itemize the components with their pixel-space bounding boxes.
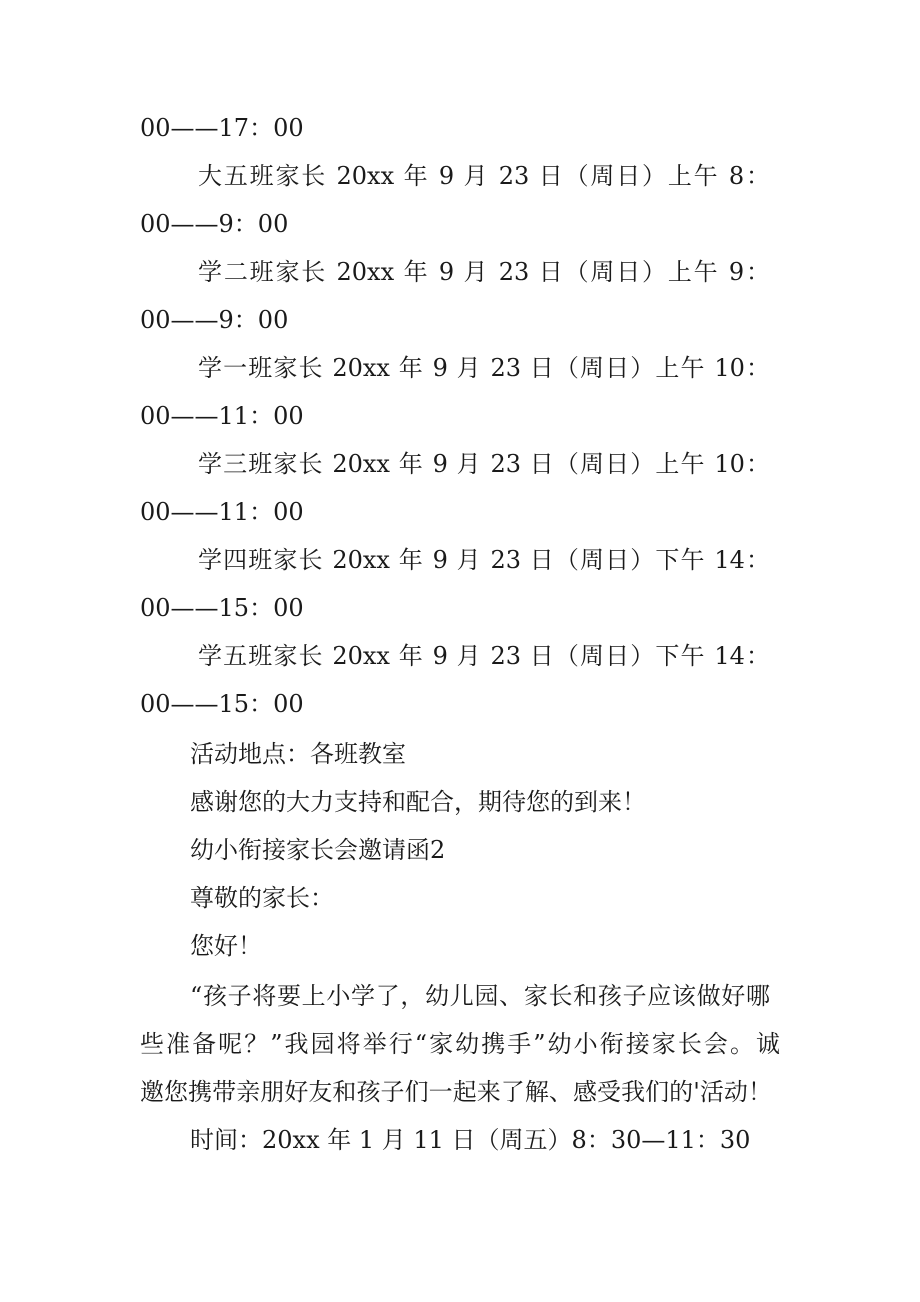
time-line: 时间：20xx 年 1 月 11 日（周五）8：30—11：30 bbox=[190, 1126, 751, 1154]
schedule-entry-xue4: 学四班家长 20xx 年 9 月 23 日（周日）下午 14： bbox=[198, 546, 770, 574]
paragraph-line-1: “孩子将要上小学了，幼儿园、家长和孩子应该做好哪 bbox=[190, 982, 770, 1010]
salutation: 尊敬的家长： bbox=[190, 884, 334, 912]
schedule-entry-xue5: 学五班家长 20xx 年 9 月 23 日（周日）下午 14： bbox=[198, 642, 770, 670]
activity-location: 活动地点：各班教室 bbox=[190, 740, 406, 768]
thanks-line: 感谢您的大力支持和配合，期待您的到来！ bbox=[190, 788, 646, 816]
paragraph-line-3: 邀您携带亲朋好友和孩子们一起来了解、感受我们的'活动！ bbox=[140, 1078, 772, 1106]
schedule-line-continuation: 00——15：00 bbox=[140, 690, 304, 718]
schedule-entry-xue2: 学二班家长 20xx 年 9 月 23 日（周日）上午 9： bbox=[198, 258, 770, 286]
schedule-line-continuation: 00——15：00 bbox=[140, 594, 304, 622]
schedule-line-continuation: 00——11：00 bbox=[140, 498, 304, 526]
schedule-line-continuation: 00——11：00 bbox=[140, 402, 304, 430]
section-heading: 幼小衔接家长会邀请函2 bbox=[190, 836, 446, 864]
greeting: 您好！ bbox=[190, 932, 262, 960]
schedule-entry-xue1: 学一班家长 20xx 年 9 月 23 日（周日）上午 10： bbox=[198, 354, 770, 382]
schedule-line-continuation: 00——9：00 bbox=[140, 210, 289, 238]
schedule-entry-da5: 大五班家长 20xx 年 9 月 23 日（周日）上午 8： bbox=[198, 162, 770, 190]
schedule-entry-xue3: 学三班家长 20xx 年 9 月 23 日（周日）上午 10： bbox=[198, 450, 770, 478]
schedule-line-continuation: 00——17：00 bbox=[140, 114, 304, 142]
paragraph-line-2: 些准备呢？”我园将举行“家幼携手”幼小衔接家长会。诚 bbox=[140, 1030, 780, 1058]
schedule-line-continuation: 00——9：00 bbox=[140, 306, 289, 334]
